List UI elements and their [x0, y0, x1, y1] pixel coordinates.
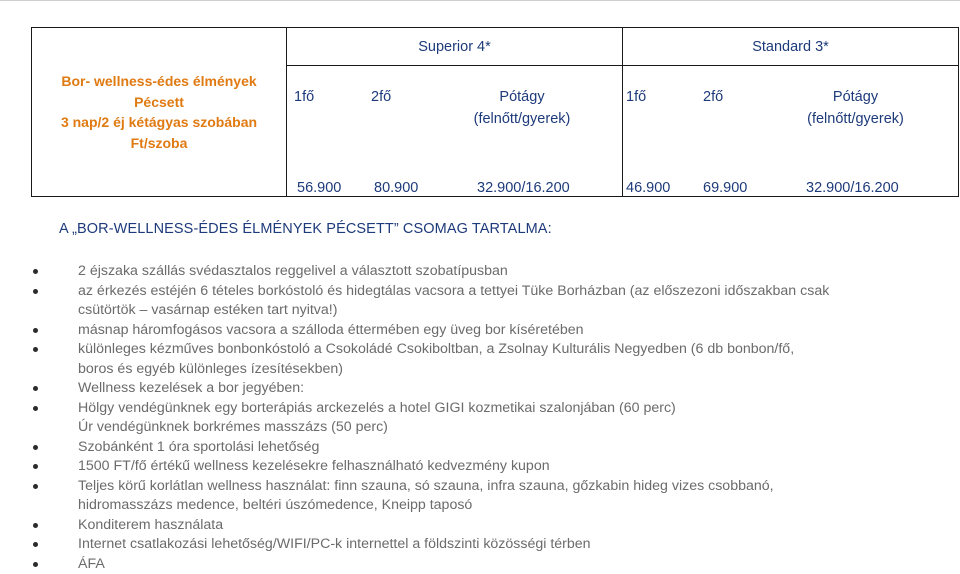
list-item	[0, 438, 960, 458]
list-item	[0, 340, 960, 379]
standard-col-potagy	[798, 86, 913, 130]
bullet-icon	[33, 542, 38, 547]
standard-potagy-label: Pótágy	[832, 89, 879, 105]
bullet-icon	[33, 445, 38, 450]
package-duration: 3 nap/2 éj kétágyas szobában	[60, 114, 258, 130]
standard-col-1fo: 1fő	[626, 89, 647, 105]
standard-prices	[623, 66, 958, 196]
superior-potagy-label: Pótágy	[499, 89, 545, 105]
list-item	[0, 457, 960, 477]
list-item-text: különleges kézműves bonbonkóstoló a Csokoládé Csokiboltban, a Zsolnay Kulturális Negyedben (6 db bonbon/fő,	[78, 341, 795, 357]
list-item-text: az érkezés estéjén 6 tételes borkóstoló és hidegtálas vacsora a tettyei Tüke Borházban (az előszezoni időszakban csak	[78, 282, 830, 299]
list-item	[0, 477, 960, 516]
package-title: Bor- wellness-édes élmények	[61, 73, 257, 89]
standard-price-2fo: 69.900	[703, 180, 748, 196]
list-item-text: Wellness kezelések a bor jegyében:	[78, 380, 305, 396]
package-cell	[32, 28, 287, 197]
bullet-icon	[33, 328, 38, 333]
superior-price-potagy: 32.900/16.200	[477, 180, 570, 196]
package-city: Pécsett	[134, 93, 184, 110]
superior-col-1fo: 1fő	[294, 89, 315, 105]
list-item-text: ÁFA	[78, 555, 105, 572]
list-item	[0, 282, 960, 321]
list-item-text: Hölgy vendégünknek egy borterápiás arckezelés a hotel GIGI kozmetikai szalonjában (60 perc)	[78, 399, 676, 416]
list-item-text: Szobánként 1 óra sportolási lehetőség	[78, 438, 320, 455]
bullet-icon	[33, 464, 38, 469]
list-item-text: 2 éjszaka szállás svédasztalos reggelivel a választott szobatípusban	[78, 263, 508, 279]
superior-col-potagy	[467, 86, 577, 130]
list-item-text: boros és egyéb különleges ízesítésekben)	[78, 360, 343, 377]
list-item-text: Internet csatlakozási lehetőség/WIFI/PC-k internettel a földszinti közösségi térben	[78, 536, 591, 552]
list-item-text: csütörtök – vasárnap estéken tart nyitva!)	[78, 302, 338, 318]
bullet-icon	[33, 269, 38, 274]
section-title: A „BOR-WELLNESS-ÉDES ÉLMÉNYEK PÉCSETT” CSOMAG TARTALMA:	[59, 221, 552, 237]
bullet-icon	[33, 562, 38, 567]
superior-prices	[287, 66, 622, 196]
bullet-icon	[33, 484, 38, 489]
superior-header	[287, 28, 623, 66]
standard-col-2fo: 2fő	[703, 89, 724, 105]
list-item-text: hidromasszázs medence, beltéri úszómedence, Kneipp taposó	[78, 497, 473, 513]
superior-price-2fo: 80.900	[374, 180, 419, 196]
list-item	[0, 399, 960, 438]
list-item	[0, 516, 960, 536]
bullet-icon	[33, 347, 38, 352]
list-item-text: Konditerem használata	[78, 516, 224, 533]
list-item-text: Teljes körű korlátlan wellness használat: finn szauna, só szauna, infra szauna, gőzkabin hideg vizes csobbanó,	[78, 477, 774, 494]
list-item	[0, 535, 960, 555]
list-item	[0, 555, 960, 574]
list-item	[0, 262, 960, 282]
superior-title: Superior 4*	[418, 38, 491, 55]
package-items-list	[0, 262, 960, 574]
superior-col-2fo: 2fő	[371, 89, 392, 105]
bullet-icon	[33, 406, 38, 411]
price-table	[31, 27, 959, 197]
standard-title: Standard 3*	[752, 38, 829, 55]
list-item-text: másnap háromfogásos vacsora a szálloda éttermében egy üveg bor kíséretében	[78, 321, 584, 338]
superior-potagy-sub: (felnőtt/gyerek)	[473, 111, 571, 127]
standard-potagy-sub: (felnőtt/gyerek)	[807, 111, 904, 127]
standard-price-potagy: 32.900/16.200	[806, 180, 899, 196]
standard-price-1fo: 46.900	[626, 180, 671, 196]
standard-prices-cell	[623, 66, 959, 197]
bullet-icon	[33, 523, 38, 528]
superior-prices-cell	[287, 66, 623, 197]
bullet-icon	[33, 289, 38, 294]
list-item-text: Úr vendégünknek borkrémes masszázs (50 perc)	[78, 419, 388, 435]
superior-price-1fo: 56.900	[297, 180, 342, 196]
bullet-icon	[33, 386, 38, 391]
standard-header	[623, 28, 959, 66]
list-item	[0, 321, 960, 341]
top-rule	[0, 0, 960, 1]
list-item	[0, 379, 960, 399]
list-item-text: 1500 FT/fő értékű wellness kezelésekre felhasználható kedvezmény kupon	[78, 458, 550, 474]
package-unit: Ft/szoba	[130, 134, 188, 151]
